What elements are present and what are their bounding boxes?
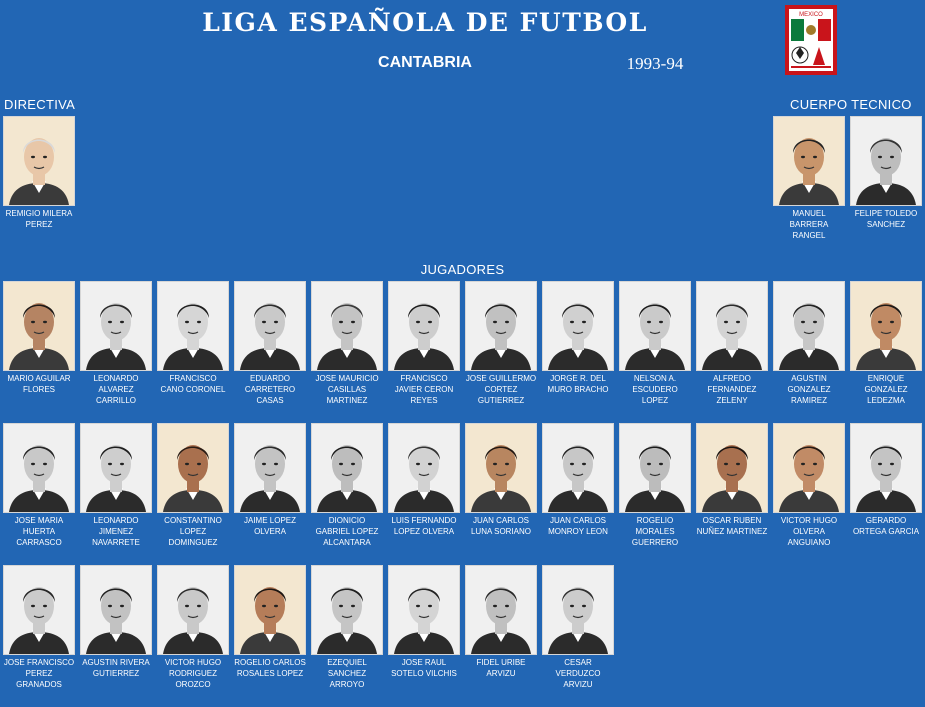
person-card xyxy=(619,423,691,548)
person-name: VICTOR HUGO OLVERA ANGUIANO xyxy=(780,516,838,547)
person-card xyxy=(234,423,306,537)
portrait-photo xyxy=(696,281,768,371)
person-name: FELIPE TOLEDO SANCHEZ xyxy=(854,209,918,229)
portrait-photo xyxy=(234,281,306,371)
person-card xyxy=(80,281,152,406)
crest-label: MEXICO xyxy=(799,12,823,18)
person-name: ROGELIO MORALES GUERRERO xyxy=(631,516,679,547)
person-name: REMIGIO MILERA PEREZ xyxy=(5,209,73,229)
portrait-photo xyxy=(311,423,383,513)
person-name: JOSE MAURICIO CASILLAS MARTINEZ xyxy=(315,374,379,405)
person-card xyxy=(465,281,537,406)
section-directiva: DIRECTIVA xyxy=(4,97,76,112)
portrait-photo xyxy=(619,281,691,371)
person-card xyxy=(311,281,383,406)
person-name: JOSE MARIA HUERTA CARRASCO xyxy=(14,516,64,547)
person-name: CESAR VERDUZCO ARVIZU xyxy=(555,658,601,689)
portrait-photo xyxy=(388,565,460,655)
team-name: CANTABRIA xyxy=(378,54,472,71)
person-card xyxy=(80,423,152,548)
person-card xyxy=(696,423,768,537)
season-label: 1993-94 xyxy=(626,54,684,73)
portrait-photo xyxy=(157,565,229,655)
portrait-photo xyxy=(773,116,845,206)
person-card xyxy=(388,423,460,537)
person-name: ROGELIO CARLOS ROSALES LOPEZ xyxy=(234,658,306,678)
person-name: JUAN CARLOS LUNA SORIANO xyxy=(470,516,531,536)
federation-crest xyxy=(785,5,837,75)
person-name: EZEQUIEL SANCHEZ ARROYO xyxy=(327,658,367,689)
person-name: AGUSTIN GONZALEZ RAMIREZ xyxy=(787,374,831,405)
portrait-photo xyxy=(850,116,922,206)
portrait-photo xyxy=(3,281,75,371)
portrait-photo xyxy=(850,281,922,371)
portrait-photo xyxy=(465,565,537,655)
person-card xyxy=(542,565,614,690)
person-card xyxy=(3,281,75,395)
person-name: JOSE RAUL SOTELO VILCHIS xyxy=(391,658,457,678)
person-card xyxy=(311,423,383,548)
person-name: DIONICIO GABRIEL LOPEZ ALCANTARA xyxy=(315,516,379,547)
portrait-photo xyxy=(773,423,845,513)
person-card xyxy=(80,565,152,679)
person-name: EDUARDO CARRETERO CASAS xyxy=(244,374,296,405)
portrait-photo xyxy=(311,281,383,371)
person-name: GERARDO ORTEGA GARCIA xyxy=(852,516,920,536)
person-card xyxy=(773,281,845,406)
portrait-photo xyxy=(3,423,75,513)
person-name: LUIS FERNANDO LOPEZ OLVERA xyxy=(391,516,457,536)
person-card xyxy=(696,281,768,406)
person-name: CONSTANTINO LOPEZ DOMINGUEZ xyxy=(164,516,222,547)
portrait-photo xyxy=(619,423,691,513)
portrait-photo xyxy=(234,423,306,513)
person-name: FRANCISCO JAVIER CERON REYES xyxy=(394,374,454,405)
person-card xyxy=(773,423,845,548)
person-card xyxy=(311,565,383,690)
person-name: OSCAR RUBEN NUÑEZ MARTINEZ xyxy=(696,516,768,536)
person-card xyxy=(850,423,922,537)
section-jugadores: JUGADORES xyxy=(420,262,505,277)
portrait-photo xyxy=(3,565,75,655)
person-name: JORGE R. DEL MURO BRACHO xyxy=(547,374,609,394)
person-card xyxy=(542,281,614,395)
person-name: JAIME LOPEZ OLVERA xyxy=(243,516,296,536)
person-name: ENRIQUE GONZALEZ LEDEZMA xyxy=(864,374,908,405)
portrait-photo xyxy=(234,565,306,655)
portrait-photo xyxy=(3,116,75,206)
person-card xyxy=(3,423,75,548)
person-card xyxy=(157,565,229,690)
person-name: VICTOR HUGO RODRIGUEZ OROZCO xyxy=(164,658,222,689)
person-name: JOSE FRANCISCO PEREZ GRANADOS xyxy=(3,658,75,689)
portrait-photo xyxy=(850,423,922,513)
portrait-photo xyxy=(80,423,152,513)
portrait-photo xyxy=(542,565,614,655)
person-name: JOSE GUILLERMO CORTEZ GUTIERREZ xyxy=(465,374,537,405)
person-card xyxy=(3,565,75,690)
person-card xyxy=(3,116,75,230)
portrait-photo xyxy=(773,281,845,371)
person-card xyxy=(542,423,614,537)
person-name: NELSON A. ESCUDERO LOPEZ xyxy=(632,374,678,405)
person-card xyxy=(619,281,691,406)
person-card xyxy=(388,281,460,406)
person-name: FIDEL URIBE ARVIZU xyxy=(476,658,526,678)
section-cuerpo-tecnico: CUERPO TECNICO xyxy=(790,97,912,112)
portrait-photo xyxy=(157,423,229,513)
person-name: ALFREDO FERNANDEZ ZELENY xyxy=(707,374,757,405)
person-card xyxy=(773,116,845,241)
portrait-photo xyxy=(80,565,152,655)
person-card xyxy=(157,423,229,548)
person-name: JUAN CARLOS MONROY LEON xyxy=(548,516,608,536)
person-card xyxy=(157,281,229,395)
portrait-photo xyxy=(157,281,229,371)
portrait-photo xyxy=(388,423,460,513)
person-name: LEONARDO JIMENEZ NAVARRETE xyxy=(92,516,140,547)
portrait-photo xyxy=(542,281,614,371)
person-name: FRANCISCO CANO CORONEL xyxy=(160,374,226,394)
person-card xyxy=(465,565,537,679)
person-card xyxy=(850,281,922,406)
portrait-photo xyxy=(465,423,537,513)
person-name: LEONARDO ALVAREZ CARRILLO xyxy=(93,374,139,405)
portrait-photo xyxy=(80,281,152,371)
person-name: MARIO AGUILAR FLORES xyxy=(7,374,71,394)
person-card xyxy=(850,116,922,230)
person-card xyxy=(234,281,306,406)
person-card xyxy=(465,423,537,537)
page-title: LIGA ESPAÑOLA DE FUTBOL xyxy=(202,8,648,37)
portrait-photo xyxy=(542,423,614,513)
portrait-photo xyxy=(465,281,537,371)
person-name: AGUSTIN RIVERA GUTIERREZ xyxy=(82,658,150,678)
person-card xyxy=(234,565,306,679)
person-card xyxy=(388,565,460,679)
portrait-photo xyxy=(696,423,768,513)
portrait-photo xyxy=(388,281,460,371)
person-name: MANUEL BARRERA RANGEL xyxy=(789,209,829,240)
portrait-photo xyxy=(311,565,383,655)
